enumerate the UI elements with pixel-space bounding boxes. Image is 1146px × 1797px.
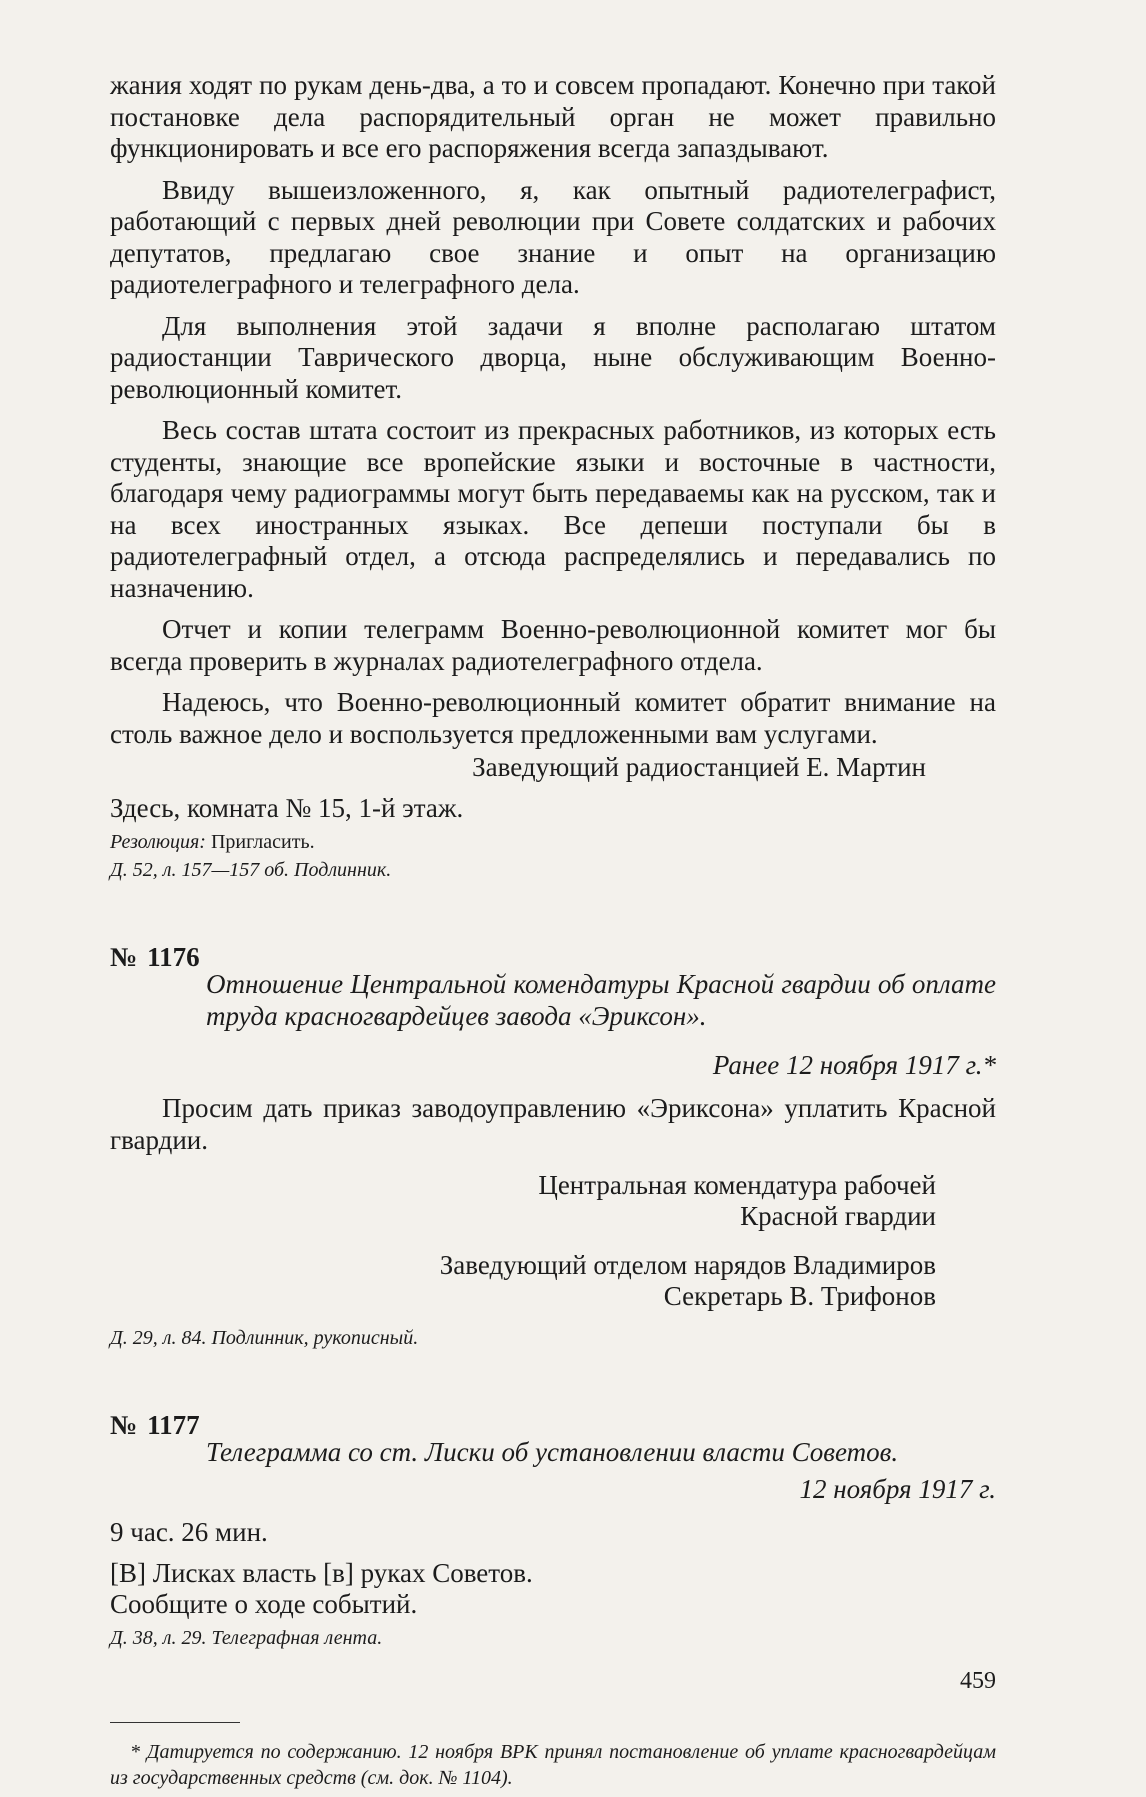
paragraph: жания ходят по рукам день-два, а то и совсем пропадают. Конечно при такой постановке дела распорядительный орган не может правильно функционировать и все его распоряжения всегда запаздывают. — [110, 70, 996, 163]
paragraph: Надеюсь, что Военно-революционный комитет обратит внимание на столь важное дело и воспользуется предложенными вам услугами. — [110, 687, 996, 749]
document-date: Ранее 12 ноября 1917 г.* — [712, 1050, 996, 1080]
document-number — [110, 1410, 200, 1441]
document-title: Отношение Центральной комендатуры Красной гвардии об оплате труда красногвардейцев завода «Эриксон». — [206, 969, 996, 1031]
footnote: * Датируется по содержанию. 12 ноября ВРК принял постановление об уплате красногвардейцам из государственных средств (см. док. № 1104). — [110, 1741, 996, 1789]
signature: Заведующий радиостанцией Е. Мартин — [472, 752, 926, 782]
number-sign: № — [110, 1410, 138, 1440]
intro-section — [110, 70, 996, 884]
telegram-time: 9 час. 26 мин. — [110, 1517, 268, 1547]
archive-source: Д. 38, л. 29. Телеграфная лента. — [110, 1627, 383, 1649]
document-1176 — [110, 942, 996, 1352]
organization-line: Красной гвардии — [740, 1201, 936, 1231]
paragraph: Для выполнения этой задачи я вполне располагаю штатом радиостанции Таврического дворца, ныне обслуживающим Военно-революционный комитет. — [110, 310, 996, 404]
resolution-label: Резолюция: — [110, 831, 206, 853]
telegram-line: [В] Лисках власть [в] руках Советов. — [110, 1558, 533, 1588]
document-number — [110, 942, 200, 973]
number-value: 1176 — [147, 942, 200, 972]
organization-line: Центральная комендатура рабочей — [538, 1170, 936, 1200]
document-1177 — [110, 1410, 996, 1652]
document-date: 12 ноября 1917 г. — [799, 1474, 996, 1504]
footnote-divider — [110, 1722, 240, 1723]
document-heading — [110, 1410, 996, 1468]
paragraph: Ввиду вышеизложенного, я, как опытный радиотелеграфист, работающий с первых дней революции при Совете солдатских и рабочих депутатов, предлагаю свое знание и опыт на организацию радиотелеграфного и телеграфного дела. — [110, 174, 996, 299]
resolution-text: Пригласить. — [210, 831, 315, 853]
page-number: 459 — [960, 1668, 996, 1694]
signatory-line: Заведующий отделом нарядов Владимиров — [439, 1250, 936, 1280]
archive-source: Д. 29, л. 84. Подлинник, рукописный. — [110, 1327, 419, 1349]
paragraph: Отчет и копии телеграмм Военно-революционной комитет мог бы всегда проверить в журналах радиотелеграфного отдела. — [110, 614, 996, 676]
address-line: Здесь, комната № 15, 1-й этаж. — [110, 793, 464, 823]
document-body: Просим дать приказ заводоуправлению «Эриксона» уплатить Красной гвардии. — [110, 1093, 996, 1155]
number-value: 1177 — [147, 1410, 200, 1440]
resolution — [110, 828, 996, 856]
paragraph: Весь состав штата состоит из прекрасных работников, из которых есть студенты, знающие все вропейские языки и восточные в частности, благодаря чему радиограммы могут быть передаваемы как на русском, так и на всех иностранных языках. Все депеши поступали бы в радиотелеграфный отдел, а отсюда распределялись и передавались по назначению. — [110, 415, 996, 603]
signature-block — [110, 1170, 996, 1312]
archive-source: Д. 52, л. 157—157 об. Подлинник. — [110, 859, 392, 881]
telegram-line: Сообщите о ходе событий. — [110, 1589, 418, 1619]
signatory-line: Секретарь В. Трифонов — [663, 1281, 936, 1311]
number-sign: № — [110, 942, 138, 972]
document-heading — [110, 942, 996, 1032]
document-title: Телеграмма со ст. Лиски об установлении власти Советов. — [206, 1437, 899, 1467]
